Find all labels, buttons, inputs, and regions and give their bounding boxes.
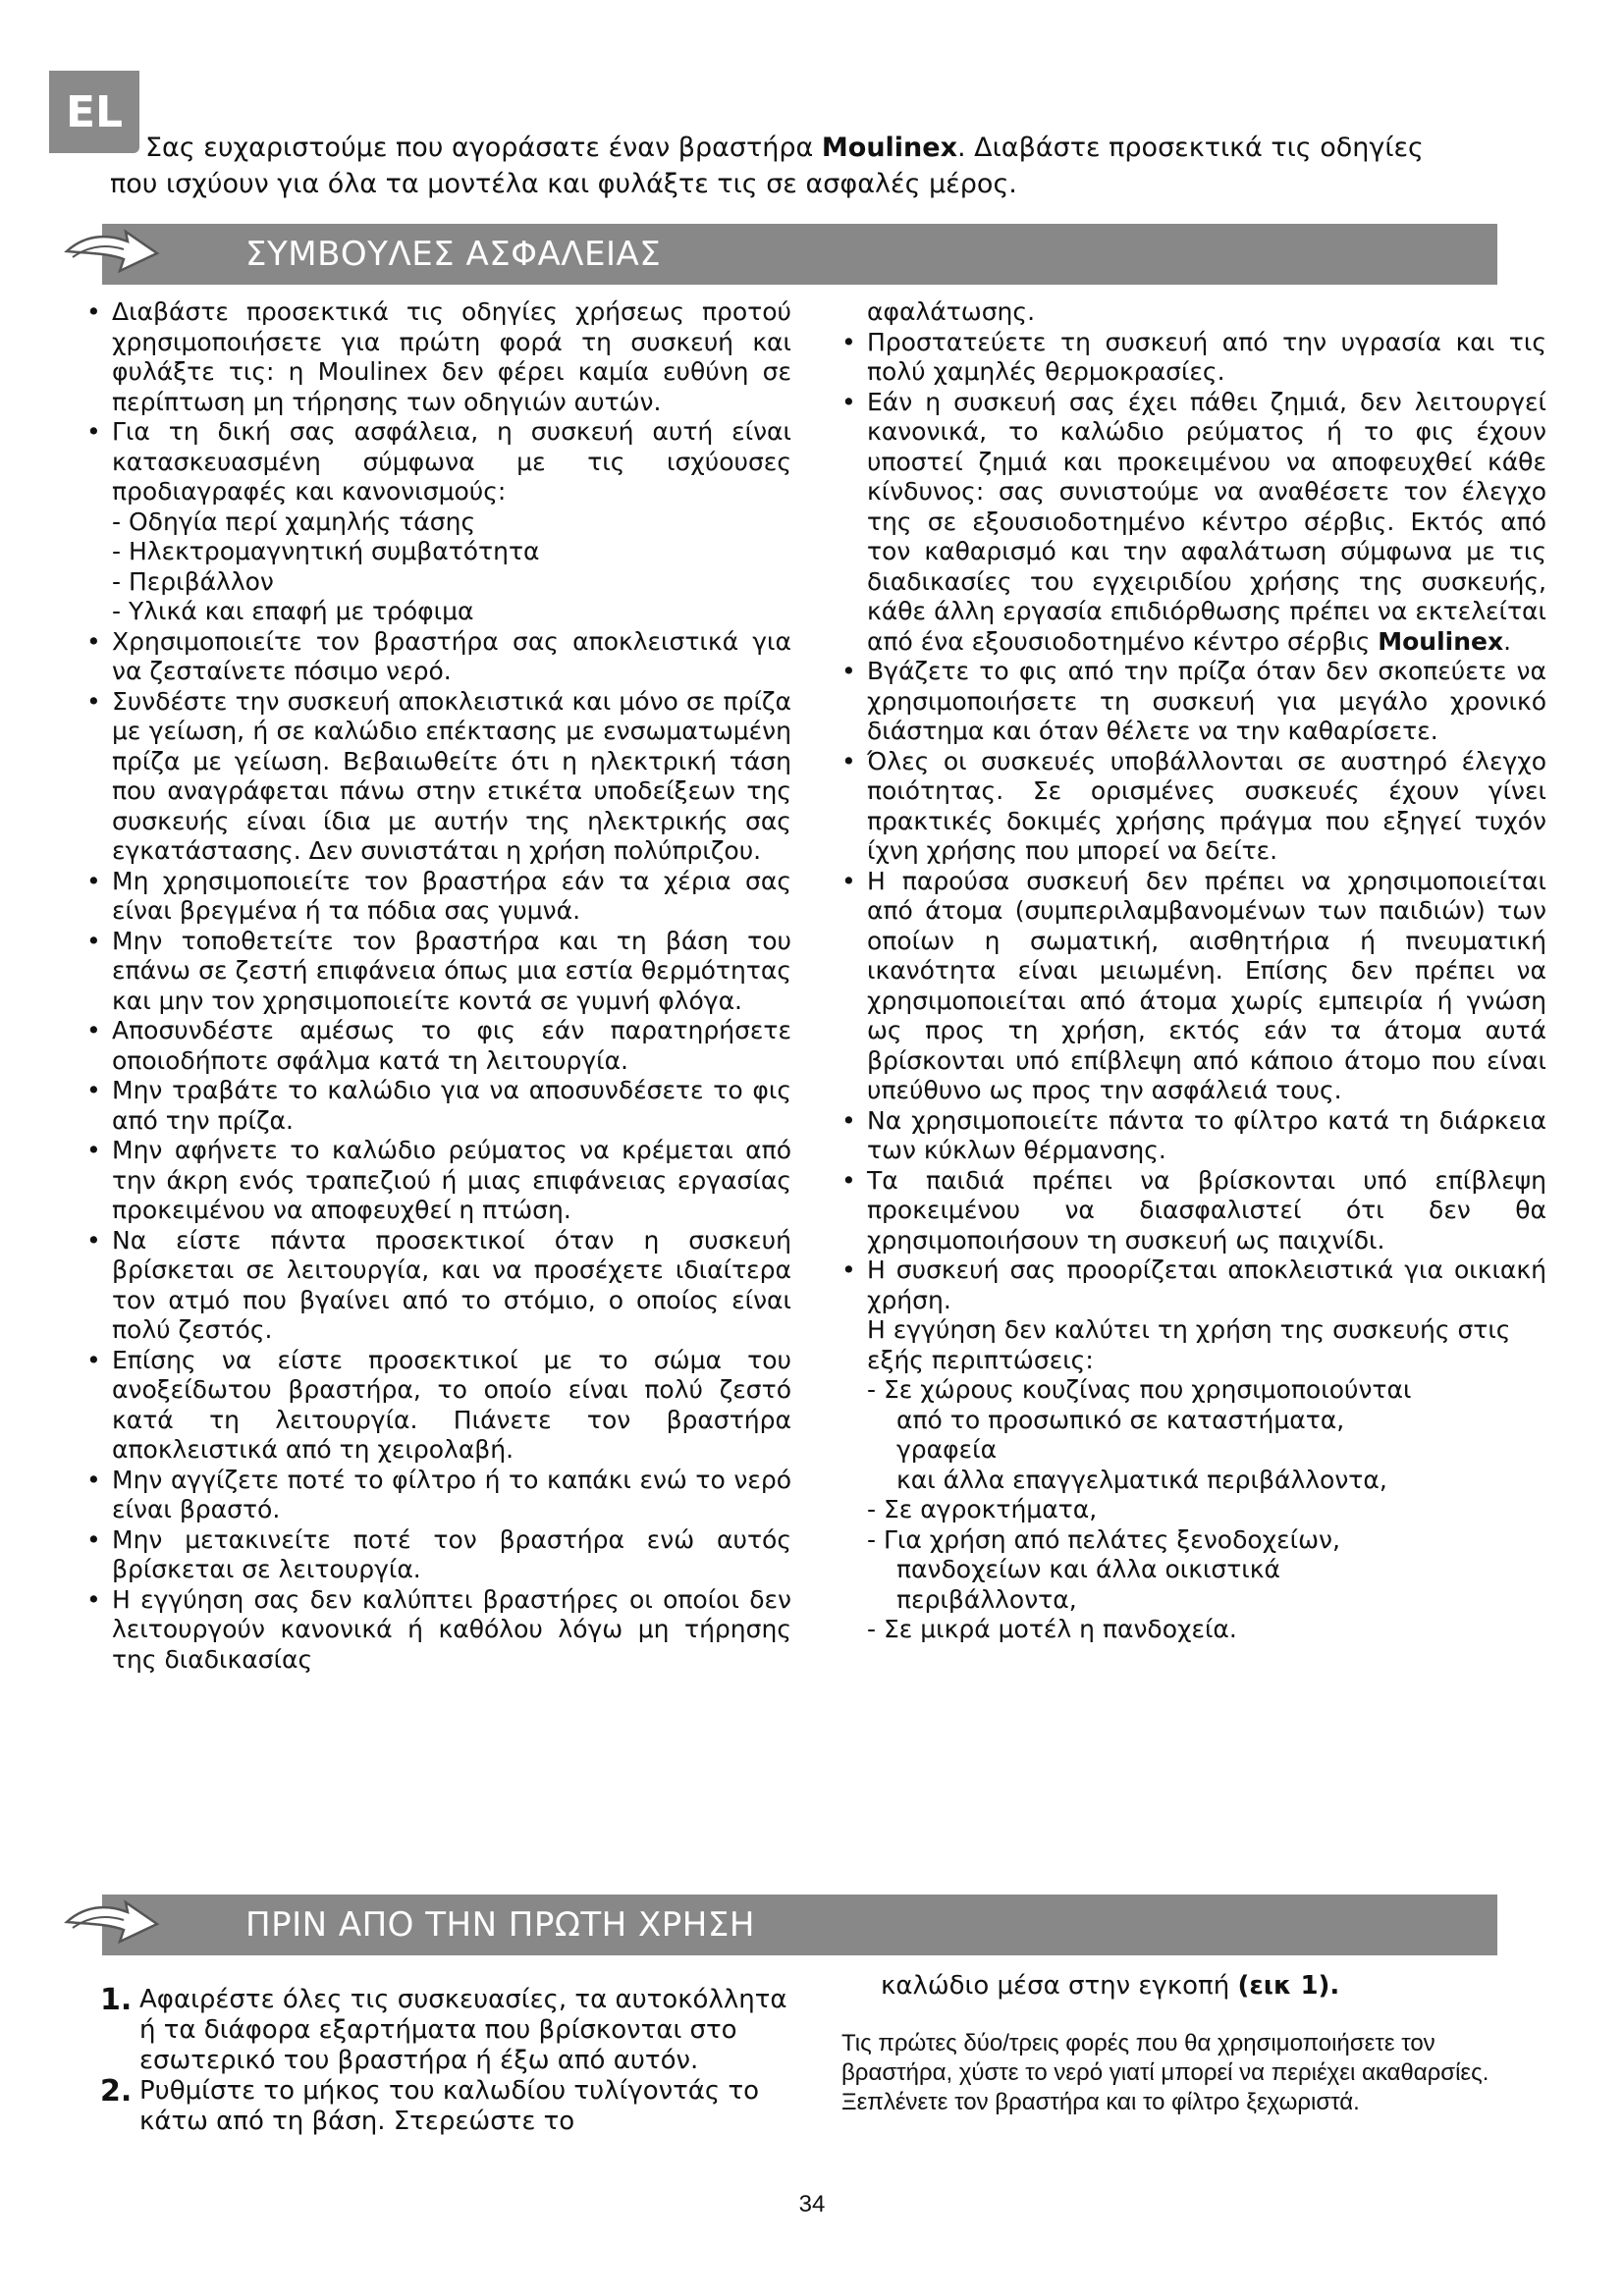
brand-name: Moulinex xyxy=(821,133,958,163)
arrow-icon xyxy=(59,214,167,293)
first-use-left-column xyxy=(100,1985,799,2137)
section-header-safety xyxy=(59,224,1497,291)
section-header-first-use xyxy=(59,1895,1497,1961)
safety-left-column: • Διαβάστε προσεκτικά τις οδηγίες χρήσεως προτού χρησιμοποιήσετε για πρώτη φορά τη συσκευή και φυλάξτε τις: η Moulinex δεν φέρει καμία ευθύνη σε περίπτωση μη τήρησης των οδηγιών αυτών. • Για τη δική σας ασφάλεια, η συσκευή αυτή είναι κατασκευασμένη σύμφωνα με τις ισχύουσες προδιαγραφές και κανονισμούς: - Οδηγία περί χαμηλής τάσης - Ηλεκτρομαγνητική συμβατότητα - Περιβάλλον - Υλικά και επαφή με τρόφιμα • Χρησιμοποιείτε τον βραστήρα σας αποκλειστικά για να ζεσταίνετε πόσιμο νερό. • Συνδέστε την συσκευή αποκλειστικά και μόνο σε πρίζα με γείωση, ή σε καλώδιο επέκτασης με ενσωματωμένη πρίζα με γείωση. Βεβαιωθείτε ότι η ηλεκτρική τάση που αναγράφεται πάνω στην ετικέτα υποδείξεων της συσκευής είναι ίδια με αυτήν της ηλεκτρικής σας εγκατάστασης. Δεν συνιστάται η χρήση πολύπριζου. • Μη χρησιμοποιείτε τον βραστήρα εάν τα χέρια σας είναι βρεγμένα ή τα πόδια σας γυμνά. • Μην τοποθετείτε τον βραστήρα και τη βάση του επάνω σε ζεστή επιφάνεια όπως μια εστία θερμότητας και μην τον χρησιμοποιείτε κοντά σε γυμνή φλόγα. • Αποσυνδέστε αμέσως το φις εάν παρατηρήσετε οποιοδήποτε σφάλμα κατά τη λειτουργία. • Μην τραβάτε το καλώδιο για να αποσυνδέσετε το φις από την πρίζα. • Μην αφήνετε το καλώδιο ρεύματος να κρέμεται από την άκρη ενός τραπεζιού ή μιας επιφάνειας εργασίας προκειμένου να αποφευχθεί η πτώση. • Να είστε πάντα προσεκτικοί όταν η συσκευή βρίσκεται σε λειτουργία, και να προσέχετε ιδιαίτερα τον ατμό που βγαίνει από το στόμιο, ο οποίος είναι πολύ ζεστός. • Επίσης να είστε προσεκτικοί με το σώμα του ανοξείδωτου βραστήρα, το οποίο είναι πολύ ζεστό κατά τη λειτουργία. Πιάνετε τον βραστήρα αποκλειστικά από τη χειρολαβή. • Μην αγγίζετε ποτέ το φίλτρο ή το καπάκι ενώ το νερό είναι βραστό. • Μην μετακινείτε ποτέ τον βραστήρα ενώ αυτός βρίσκεται σε λειτουργία. • Η εγγύηση σας δεν καλύπτει βραστήρες οι οποίοι δεν λειτουργούν κανονικά ή καθόλου λόγω μη τήρησης της διαδικασίας xyxy=(86,297,791,1674)
section-title: ΠΡΙΝ ΑΠΟ ΤΗΝ ΠΡΩΤΗ ΧΡΗΣΗ xyxy=(245,1905,755,1945)
page-number: 34 xyxy=(798,2191,826,2217)
intro-text: Σας ευχαριστούμε που αγοράσατε έναν βραστήρα Moulinex. Διαβάστε προσεκτικά τις οδηγίες που ισχύουν για όλα τα μοντέλα και φυλάξτε τις σε ασφαλές μέρος. xyxy=(110,133,1424,199)
step-2: 2. Ρυθμίστε το μήκος του καλωδίου τυλίγοντάς το κάτω από τη βάση. Στερεώστε το xyxy=(100,2074,760,2136)
safety-right-column: αφαλάτωσης. • Προστατεύετε τη συσκευή από την υγρασία και τις πολύ χαμηλές θερμοκρασίες. • Εάν η συσκευή σας έχει πάθει ζημιά, δεν λειτουργεί κανονικά, το καλώδιο ρεύματος ή το φις έχουν υποστεί ζημιά και προκειμένου να αποφευχθεί κάθε κίνδυνος: σας συνιστούμε να αναθέσετε τον έλεγχο της σε εξουσιοδοτημένο κέντρο σέρβις. Εκτός από τον καθαρισμό και την αφαλάτωση σύμφωνα με τις διαδικασίες του εγχειριδίου χρήσης της συσκευής, κάθε άλλη εργασία επιδιόρθωσης πρέπει να εκτελείται από ένα εξουσιοδοτημένο κέντρο σέρβις Moulinex. • Βγάζετε το φις από την πρίζα όταν δεν σκοπεύετε να χρησιμοποιήσετε τη συσκευή για μεγάλο χρονικό διάστημα και όταν θέλετε να την καθαρίσετε. • Όλες οι συσκευές υποβάλλονται σε αυστηρό έλεγχο ποιότητας. Σε ορισμένες συσκευές έχουν γίνει πρακτικές δοκιμές χρήσης πράγμα που εξηγεί τυχόν ίχνη χρήσης που μπορεί να δείτε. • Η παρούσα συσκευή δεν πρέπει να χρησιμοποιείται από άτομα (συμπεριλαμβανομένων των παιδιών) των οποίων η σωματική, αισθητήρια ή πνευματική ικανότητα είναι μειωμένη. Επίσης δεν πρέπει να χρησιμοποιείται από άτομα χωρίς εμπειρία ή γνώση ως προς τη χρήση, εκτός εάν τα άτομα αυτά βρίσκονται υπό επίβλεψη από κάποιο άτομο που είναι υπεύθυνο ως προς την ασφάλειά τους. • Να χρησιμοποιείτε πάντα το φίλτρο κατά τη διάρκεια των κύκλων θέρμανσης. • Τα παιδιά πρέπει να βρίσκονται υπό επίβλεψη προκειμένου να διασφαλιστεί ότι δεν θα χρησιμοποιήσουν τη συσκευή ως παιχνίδι. • Η συσκευή σας προορίζεται αποκλειστικά για οικιακή χρήση. Η εγγύηση δεν καλύτει τη χρήση της συσκευής στις εξής περιπτώσεις: - Σε χώρους κουζίνας που χρησιμοποιούνται από το προσωπικό σε καταστήματα, γραφεία και άλλα επαγγελματικά περιβάλλοντα, - Σε αγροκτήματα, - Για χρήση από πελάτες ξενοδοχείων, πανδοχείων και άλλα οικιστικά περιβάλλοντα, - Σε μικρά μοτέλ η πανδοχεία. xyxy=(841,297,1546,1643)
language-badge: EL xyxy=(49,71,139,153)
step-1: 1. Αφαιρέστε όλες τις συσκευασίες, τα αυτοκόλλητα ή τα διάφορα εξαρτήματα που βρίσκονται στο εσωτερικό του βραστήρα ή έξω από αυτόν. xyxy=(100,1983,787,2075)
first-use-right-column: καλώδιο μέσα στην εγκοπή (εικ 1). Τις πρώτες δύο/τρεις φορές που θα χρησιμοποιήσετε τον βραστήρα, χύστε το νερό γιατί μπορεί να περιέχει ακαθαρσίες. Ξεπλένετε τον βραστήρα και το φίλτρο ξεχωριστά. xyxy=(841,1971,1548,2117)
first-use-note: Τις πρώτες δύο/τρεις φορές που θα χρησιμοποιήσετε τον βραστήρα, χύστε το νερό γιατί μπορεί να περιέχει ακαθαρσίες. Ξεπλένετε τον βραστήρα και το φίλτρο ξεχωριστά. xyxy=(841,2030,1489,2115)
section-title: ΣΥΜΒΟΥΛΕΣ ΑΣΦΑΛΕΙΑΣ xyxy=(245,235,662,274)
arrow-icon xyxy=(59,1885,167,1963)
